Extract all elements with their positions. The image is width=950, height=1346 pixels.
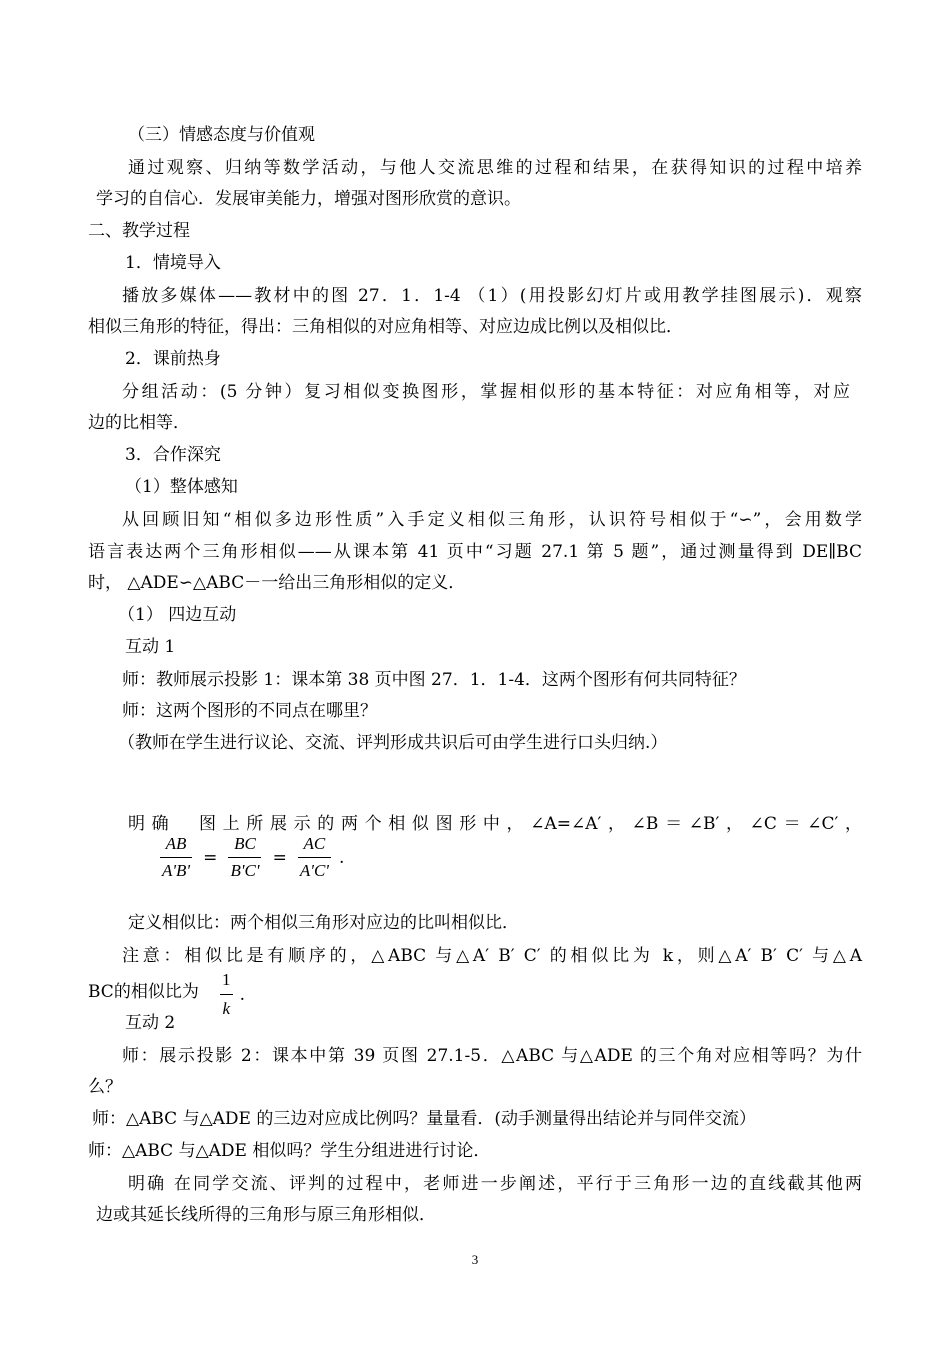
paragraph-line: 师：△ABC 与△ADE 的三边对应成比例吗？量量看．(动手测量得出结论并与同伴交流） <box>92 1109 756 1129</box>
fraction-denominator: A'B' <box>160 857 192 881</box>
paragraph-line: （教师在学生进行议论、交流、评判形成共识后可由学生进行口头归纳.） <box>118 733 668 753</box>
fraction-one-over-k <box>220 970 245 1019</box>
paragraph-line: 明确 在同学交流、评判的过程中，老师进一步阐述，平行于三角形一边的直线截其他两 <box>128 1174 862 1194</box>
period: . <box>239 984 245 1005</box>
subheading: 互动 2 <box>125 1013 176 1033</box>
paragraph-line: 学习的自信心．发展审美能力，增强对图形欣赏的意识。 <box>96 189 521 209</box>
paragraph-line: 分组活动：(5 分钟）复习相似变换图形，掌握相似形的基本特征：对应角相等，对应 <box>122 382 850 402</box>
fraction-numerator: AB <box>165 834 187 853</box>
subheading: 互动 1 <box>125 637 176 657</box>
page-number: 3 <box>471 1252 479 1267</box>
subheading: 1．情境导入 <box>125 253 221 273</box>
paragraph-line: 边或其延长线所得的三角形与原三角形相似． <box>96 1205 436 1225</box>
equals-sign: = <box>272 847 287 868</box>
paragraph-line: BC的相似比为 <box>88 982 199 1002</box>
fraction <box>220 970 233 1019</box>
paragraph-line: 时， △ADE∽△ABC－一给出三角形相似的定义． <box>88 573 466 593</box>
paragraph-line: 语言表达两个三角形相似——从课本第 41 页中“习题 27.1 第 5 题”，通过测量得到 DE∥BC <box>88 542 862 562</box>
paragraph-line: 注意：相似比是有顺序的，△ABC 与△A′ B′ C′ 的相似比为 k，则△A′ B′ C′ 与△A <box>122 946 862 966</box>
ratio-equation <box>160 834 350 884</box>
fraction-ac <box>298 834 331 881</box>
equals-sign: = <box>203 847 218 868</box>
paragraph-line: 么？ <box>88 1077 122 1097</box>
fraction-denominator: B'C' <box>228 857 261 881</box>
paragraph-line: 师：这两个图形的不同点在哪里？ <box>122 701 377 721</box>
subheading: 3．合作深究 <box>125 445 221 465</box>
fraction-ab <box>160 834 192 881</box>
fraction-bc <box>228 834 261 881</box>
paragraph-line: 明确 图上所展示的两个相似图形中，∠A=∠A′，∠B＝∠B′，∠C＝∠C′， <box>128 814 862 834</box>
subheading: 2．课前热身 <box>125 349 221 369</box>
paragraph-line: 师：△ABC 与△ADE 相似吗？学生分组进进行讨论． <box>88 1141 491 1161</box>
paragraph-line: 边的比相等． <box>88 413 190 433</box>
paragraph-line: 定义相似比：两个相似三角形对应边的比叫相似比． <box>128 913 519 933</box>
fraction-numerator: AC <box>303 834 326 853</box>
paragraph-line: 播放多媒体——教材中的图 27．1．1-4 （1）(用投影幻灯片或用教学挂图展示)．观察 <box>122 286 862 306</box>
fraction-denominator: k <box>220 994 233 1019</box>
fraction-numerator: 1 <box>222 970 231 989</box>
subheading: （1） 四边互动 <box>118 605 237 625</box>
fraction-denominator: A'C' <box>298 857 331 881</box>
paragraph-line: 师：展示投影 2：课本中第 39 页图 27.1-5．△ABC 与△ADE 的三个角对应相等吗？为什 <box>122 1046 862 1066</box>
paragraph-line: 相似三角形的特征，得出：三角相似的对应角相等、对应边成比例以及相似比． <box>88 317 683 337</box>
paragraph-line: 通过观察、归纳等数学活动，与他人交流思维的过程和结果，在获得知识的过程中培养 <box>128 158 862 178</box>
paragraph-line: 师：教师展示投影 1：课本第 38 页中图 27．1．1-4．这两个图形有何共同特征？ <box>122 670 746 690</box>
subheading: （1）整体感知 <box>125 477 238 497</box>
paragraph-line: 从回顾旧知“相似多边形性质”入手定义相似三角形，认识符号相似于“∽”，会用数学 <box>122 510 862 530</box>
section-heading-affective: （三）情感态度与价值观 <box>128 125 315 145</box>
section-heading-process: 二、教学过程 <box>88 221 190 241</box>
period: . <box>339 847 345 868</box>
fraction-numerator: BC <box>234 834 256 853</box>
